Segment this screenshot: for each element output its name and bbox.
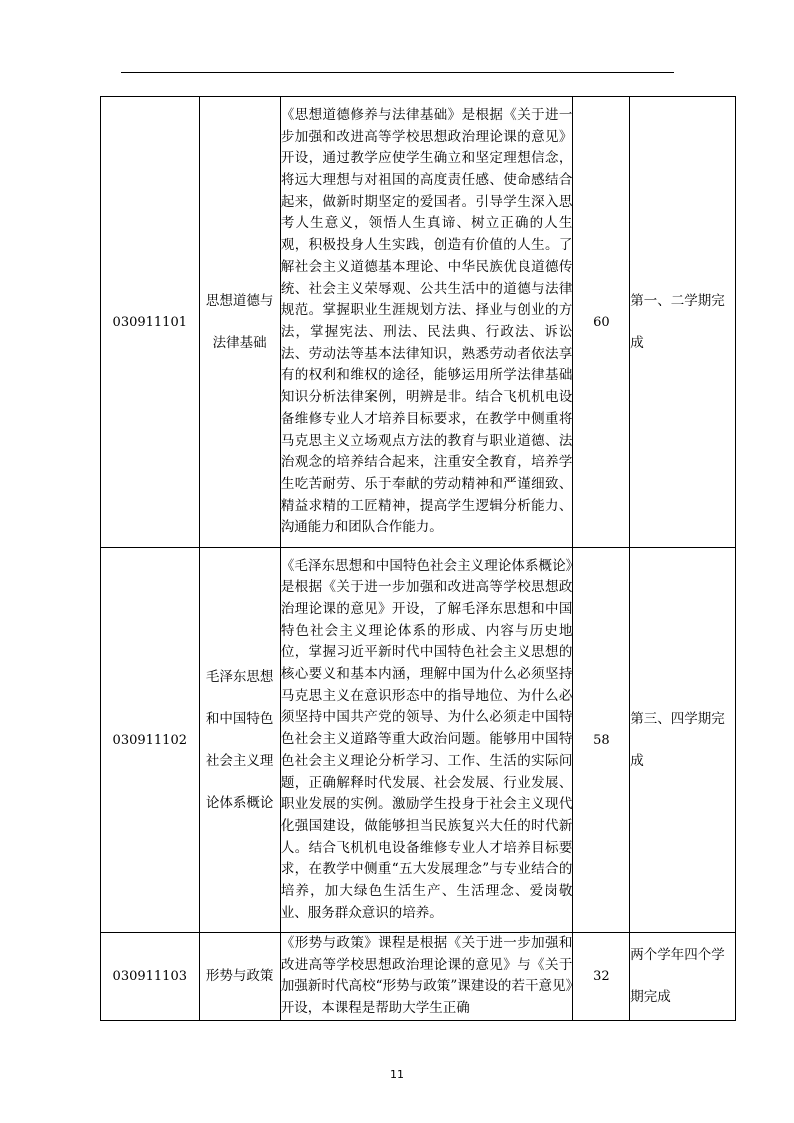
course-name <box>199 97 280 548</box>
page-number: 11 <box>390 1068 404 1081</box>
course-name-text: 毛泽东思想和中国特色社会主义理论体系概论 <box>205 669 274 811</box>
course-code: 030911101 <box>101 97 200 548</box>
table-row <box>101 548 736 933</box>
course-name <box>199 548 280 933</box>
course-hours: 60 <box>573 97 630 548</box>
course-code: 030911103 <box>101 933 200 1021</box>
course-name <box>199 933 280 1021</box>
table-row <box>101 933 736 1021</box>
course-semester: 第三、四学期完成 <box>630 548 736 933</box>
course-code: 030911102 <box>101 548 200 933</box>
course-semester: 第一、二学期完成 <box>630 97 736 548</box>
table-row <box>101 97 736 548</box>
course-table <box>100 96 736 1021</box>
course-name-text: 思想道德与法律基础 <box>205 293 274 351</box>
course-description: 《思想道德修养与法律基础》是根据《关于进一步加强和改进高等学校思想政治理论课的意见》开设，通过教学应使学生确立和坚定理想信念，将远大理想与对祖国的高度责任感、使命感结合起来，做新时期坚定的爱国者。引导学生深入思考人生意义，领悟人生真谛、树立正确的人生观，积极投身人生实践，创造有价值的人生。了解社会主义道德基本理论、中华民族优良道德传统、社会主义荣辱观、公共生活中的道德与法律规范。掌握职业生涯规划方法、择业与创业的方法，掌握宪法、刑法、民法典、行政法、诉讼法、劳动法等基本法律知识，熟悉劳动者依法享有的权利和维权的途径，能够运用所学法律基础知识分析法律案例，明辨是非。结合飞机机电设备维修专业人才培养目标要求，在教学中侧重将马克思主义立场观点方法的教育与职业道德、法治观念的培养结合起来，注重安全教育，培养学生吃苦耐劳、乐于奉献的劳动精神和严谨细致、精益求精的工匠精神，提高学生逻辑分析能力、沟通能力和团队合作能力。 <box>280 97 573 548</box>
course-semester: 两个学年四个学期完成 <box>630 933 736 1021</box>
course-name-text: 形势与政策 <box>205 968 274 985</box>
course-hours: 58 <box>573 548 630 933</box>
course-description: 《毛泽东思想和中国特色社会主义理论体系概论》是根据《关于进一步加强和改进高等学校思想政治理论课的意见》开设，了解毛泽东思想和中国特色社会主义理论体系的形成、内容与历史地位，掌握习近平新时代中国特色社会主义思想的核心要义和基本内涵，理解中国为什么必须坚持马克思主义在意识形态中的指导地位、为什么必须坚持中国共产党的领导、为什么必须走中国特色社会主义道路等重大政治问题。能够用中国特色社会主义理论分析学习、工作、生活的实际问题，正确解释时代发展、社会发展、行业发展、职业发展的实例。激励学生投身于社会主义现代化强国建设，做能够担当民族复兴大任的时代新人。结合飞机机电设备维修专业人才培养目标要求，在教学中侧重“五大发展理念”与专业结合的培养，加大绿色生活生产、生活理念、爱岗敬业、服务群众意识的培养。 <box>280 548 573 933</box>
course-hours: 32 <box>573 933 630 1021</box>
header-rule <box>121 72 674 73</box>
course-description: 《形势与政策》课程是根据《关于进一步加强和改进高等学校思想政治理论课的意见》与《关于加强新时代高校“形势与政策”课建设的若干意见》开设，本课程是帮助大学生正确 <box>280 933 573 1021</box>
